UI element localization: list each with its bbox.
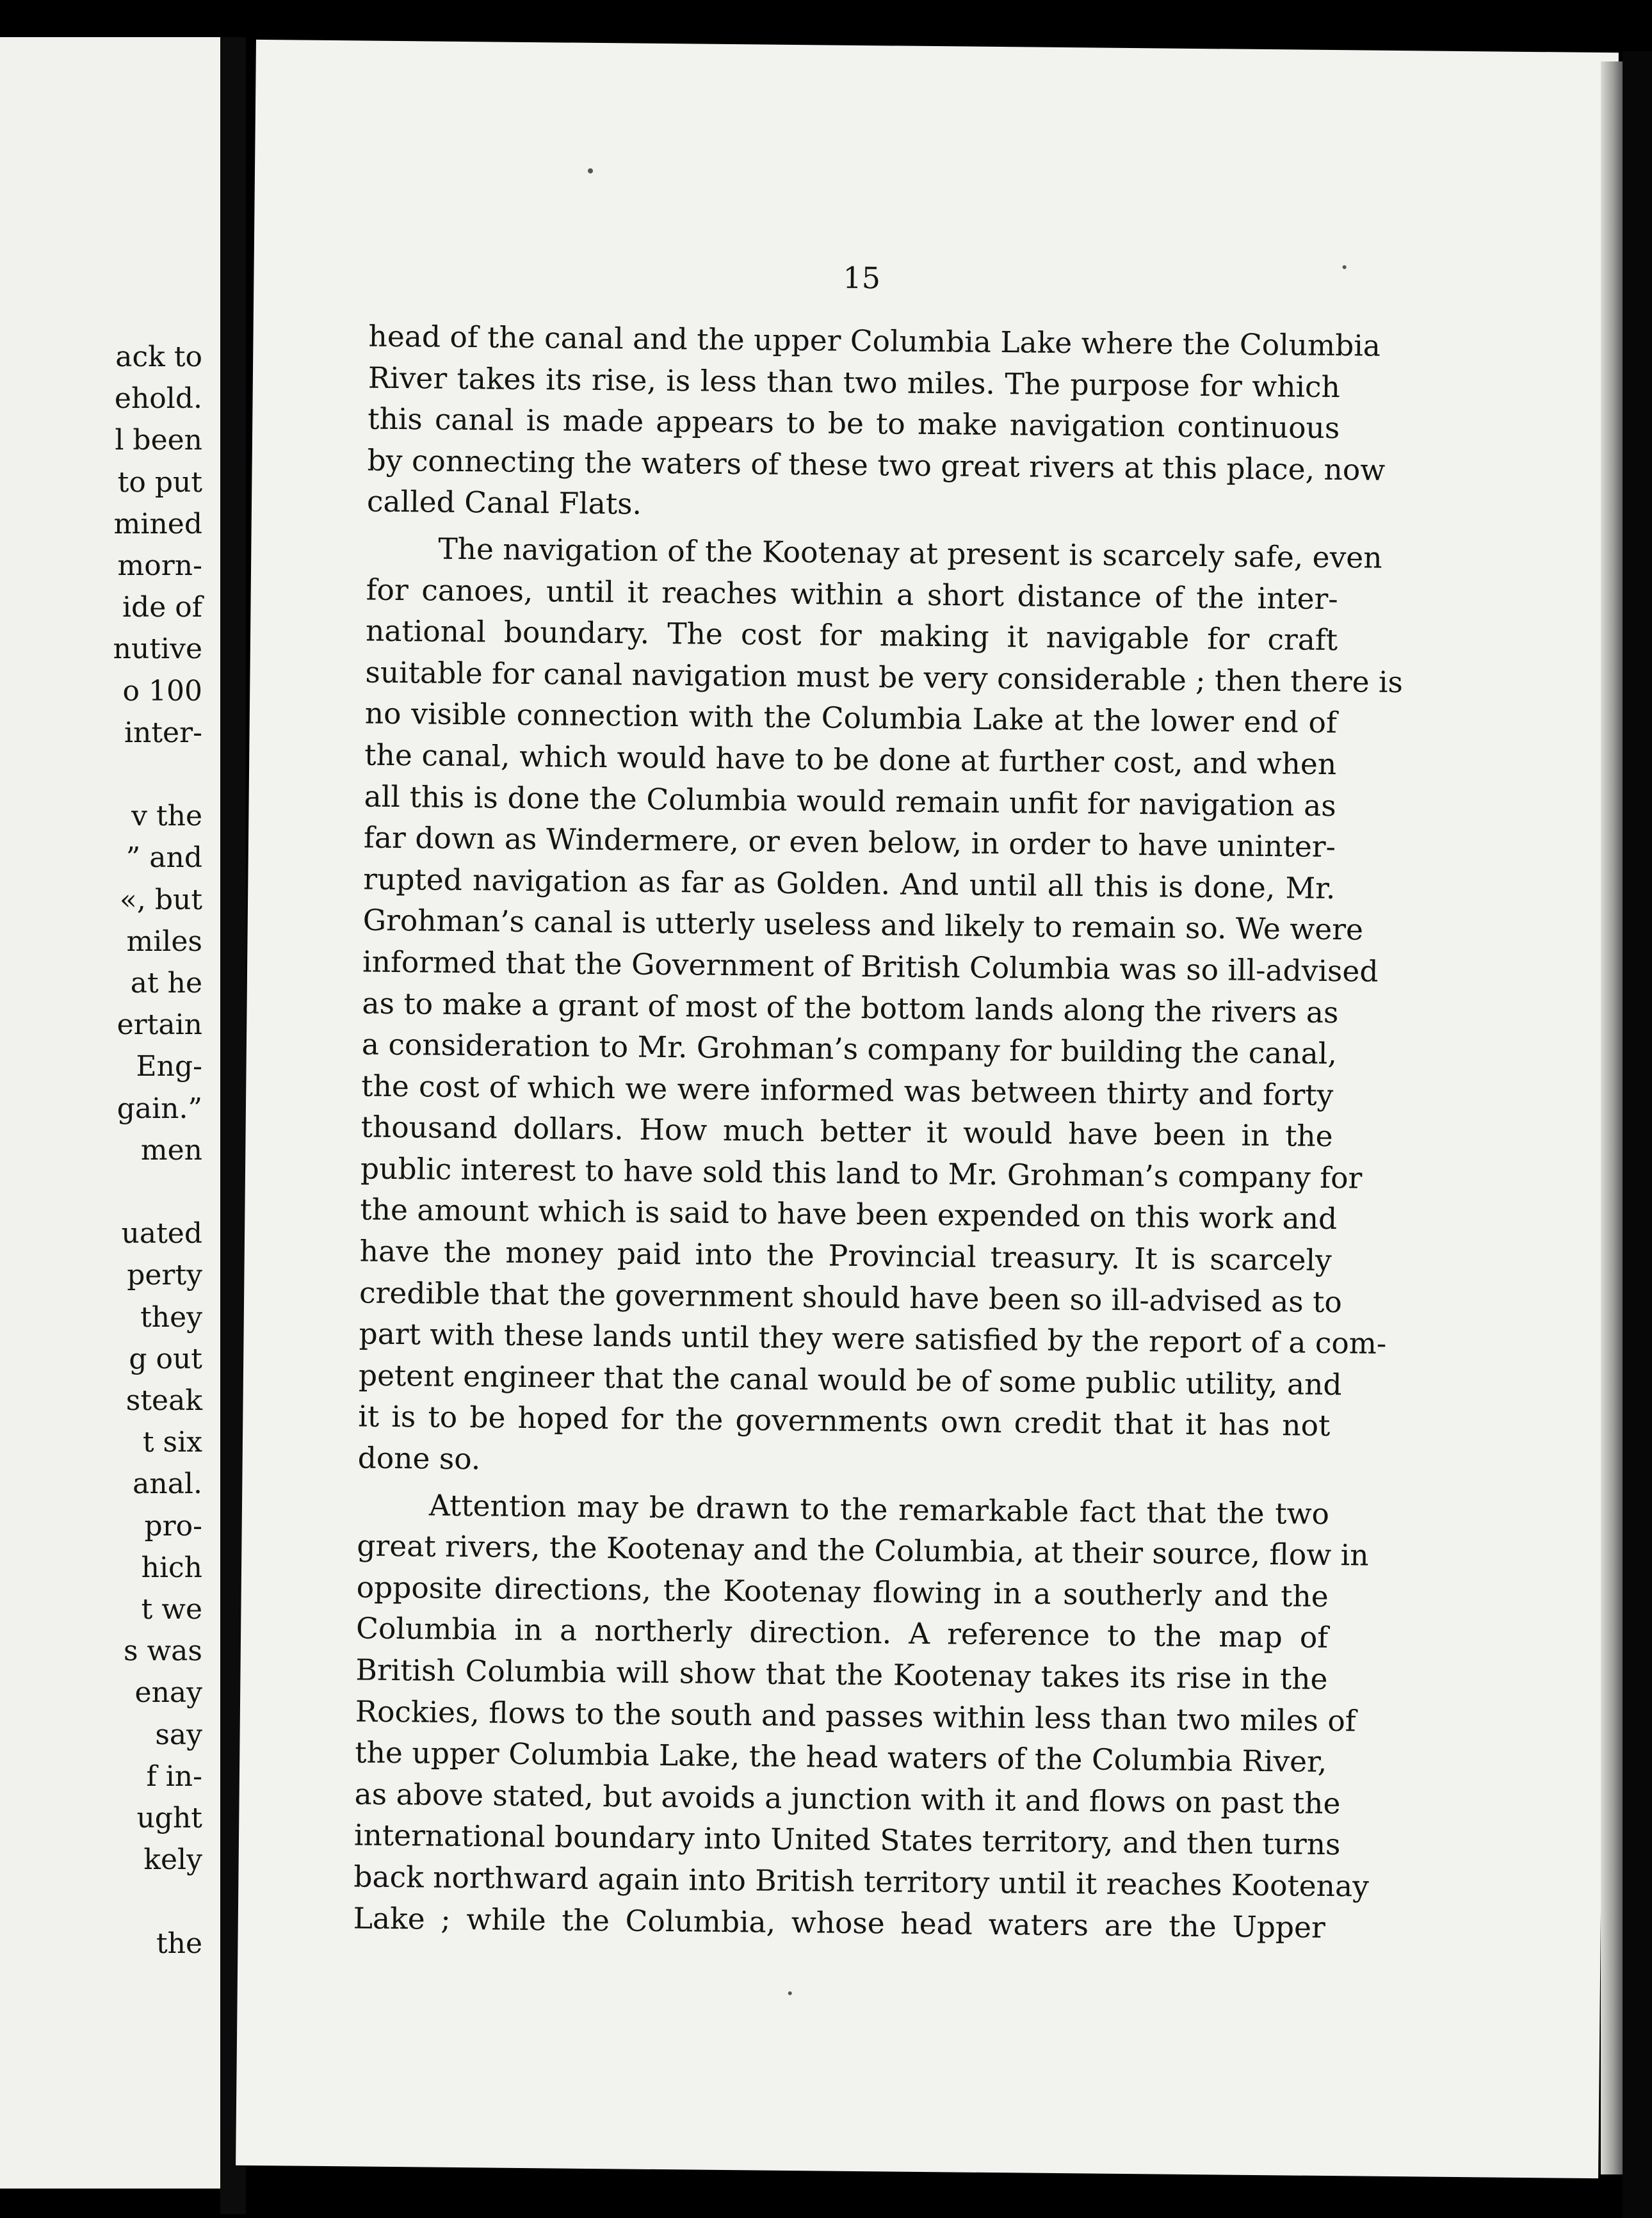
text-line: done so. [357,1441,481,1477]
left-page-fragment: t we [141,1593,202,1626]
text-line: back northward again into British territory until it reaches Kootenay [353,1859,1370,1904]
page-edge [1601,61,1623,2174]
text-line: the cost of which we were informed was between thirty and forty [361,1069,1334,1112]
left-page-fragment: ertain [117,1008,202,1042]
text-line: thousand dollars. How much better it would have been in the [360,1110,1333,1154]
left-page-fragment: mined [113,507,202,540]
page-body-text [353,316,1404,1949]
text-line: the canal, which would have to be done at further cost, and when [364,738,1337,782]
left-page-fragment: to put [117,465,202,499]
text-line: petent engineer that the canal would be of some public utility, and [358,1358,1342,1402]
text-line: by connecting the waters of these two great rivers at this place, now [367,443,1386,487]
left-page-fragment: enay [134,1676,202,1710]
text-line: British Columbia will show that the Kootenay takes its rise in the [355,1653,1328,1697]
text-line: great rivers, the Kootenay and the Columbia, at their source, flow in [357,1528,1369,1573]
text-line: as to make a grant of most of the bottom lands along the rivers as [362,986,1339,1030]
left-page-fragment: ehold. [114,382,202,416]
text-line: it is to be hoped for the governments own credit that it has not [358,1399,1331,1443]
left-page-fragment: o 100 [122,674,202,708]
left-facing-page [0,37,224,2189]
text-line: public interest to have sold this land to Mr. Grohman’s company for [360,1151,1363,1195]
left-page-fragment: at he [130,967,202,1000]
left-page-fragment: f in- [146,1760,202,1793]
text-line: informed that the Government of British Columbia was so ill-advised [362,944,1379,989]
left-page-fragment: ” and [126,841,202,875]
text-line: part with these lands until they were satisfied by the report of a com- [359,1316,1387,1361]
left-page-fragment: anal. [133,1468,202,1501]
left-page-fragment: g out [129,1342,202,1375]
left-page-fragment: s was [123,1635,202,1668]
left-page-fragment: ide of [122,591,202,624]
text-line: have the money paid into the Provincial treasury. It is scarcely [359,1234,1332,1278]
left-page-fragment: miles [126,925,202,958]
text-line: Attention may be drawn to the remarkable fact that the two [428,1488,1330,1531]
text-line: Grohman’s canal is utterly useless and likely to remain so. We were [362,903,1364,947]
left-page-fragment: inter- [124,716,202,749]
left-page-fragment: «, but [119,883,202,916]
left-page-fragment: men [140,1133,202,1167]
text-line: head of the canal and the upper Columbia Lake where the Columbia [368,319,1381,363]
text-line: Lake ; while the Columbia, whose head waters are the Upper [353,1901,1326,1945]
left-page-fragment: nutive [113,633,202,666]
text-line: international boundary into United States territory, and then turns [353,1818,1341,1862]
left-page-fragment: kely [143,1843,202,1877]
left-page-fragment: say [155,1718,202,1751]
main-page [236,40,1619,2178]
left-page-fragment: uated [121,1217,202,1251]
scan-speck [1343,265,1347,269]
page-number: 15 [843,260,881,296]
text-line: no visible connection with the Columbia Lake at the lower end of [364,696,1338,740]
left-page-fragment: the [156,1927,202,1960]
left-page-fragment: Eng- [136,1050,202,1083]
text-line: Columbia in a northerly direction. A reference to the map of [355,1611,1329,1655]
text-line: for canoes, until it reaches within a short distance of the inter- [366,572,1338,616]
left-page-fragment: l been [115,424,202,457]
text-line: credible that the government should have been so ill-advised as to [359,1275,1343,1319]
left-page-fragment: t six [142,1426,202,1459]
left-page-fragment: morn- [117,549,202,582]
text-line: as above stated, but avoids a junction with it and flows on past the [354,1777,1341,1821]
text-line: suitable for canal navigation must be very considerable ; then there is [365,655,1404,699]
text-line: rupted navigation as far as Golden. And until all this is done, Mr. [363,862,1336,905]
left-page-fragment: ught [136,1802,202,1834]
text-line: the amount which is said to have been expended on this work and [360,1192,1338,1236]
text-line: far down as Windermere, or even below, in order to have uninter- [363,820,1336,864]
page-edge-shadow [1623,51,1652,2218]
left-page-fragment: ack to [115,341,202,373]
text-line: the upper Columbia Lake, the head waters of the Columbia River, [355,1735,1327,1779]
text-line: River takes its rise, is less than two miles. The purpose for which [368,360,1341,404]
text-line: a consideration to Mr. Grohman’s company for building the canal, [361,1027,1338,1071]
text-line: Rockies, flows to the south and passes within less than two miles of [355,1694,1356,1738]
left-page-fragment: v the [131,800,202,833]
left-page-fragment: they [140,1300,202,1334]
text-line: opposite directions, the Kootenay flowing in a southerly and the [356,1570,1329,1614]
left-page-fragment: gain.” [117,1092,202,1125]
left-page-fragment: perty [127,1259,202,1292]
scan-speck [788,1991,792,1995]
left-page-fragment: pro- [144,1509,202,1542]
text-line: all this is done the Columbia would remain unfit for navigation as [364,779,1336,823]
text-line: this canal is made appears to be to make navigation continuous [368,401,1340,446]
text-line: The navigation of the Kootenay at present is scarcely safe, even [438,531,1382,575]
left-page-fragment: hich [141,1551,202,1584]
left-page-fragment: steak [126,1384,202,1417]
text-line: called Canal Flats. [366,484,642,522]
text-line: national boundary. The cost for making it navigable for craft [365,613,1338,658]
scan-speck [588,168,593,174]
